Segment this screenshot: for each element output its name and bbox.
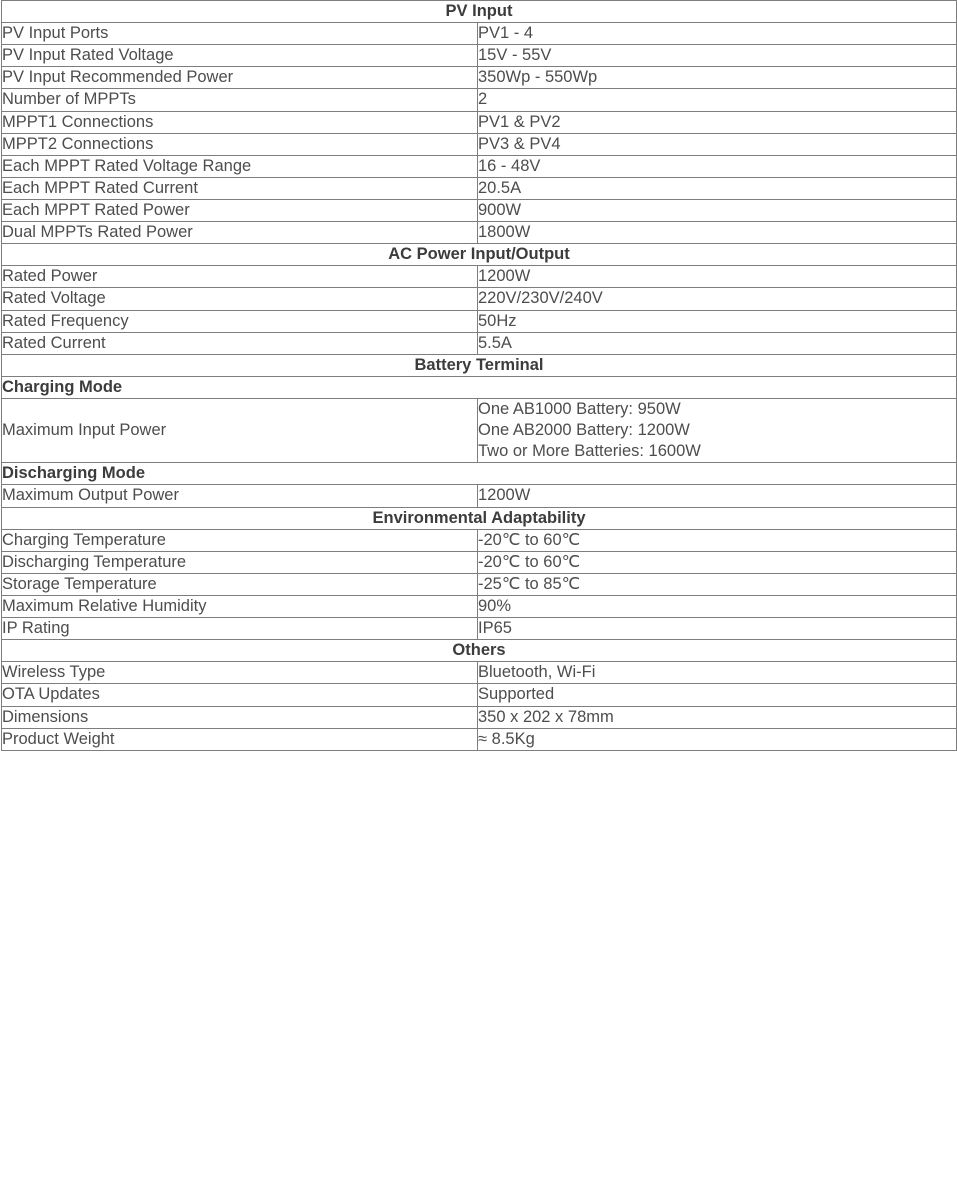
spec-label: Rated Frequency <box>2 310 478 332</box>
spec-value: IP65 <box>478 618 957 640</box>
spec-value: 20.5A <box>478 177 957 199</box>
table-row <box>2 111 957 133</box>
spec-label: MPPT2 Connections <box>2 133 478 155</box>
section-header-row <box>2 640 957 662</box>
spec-value: 50Hz <box>478 310 957 332</box>
section-title: PV Input <box>2 1 957 23</box>
spec-label: Maximum Output Power <box>2 485 478 507</box>
table-row <box>2 573 957 595</box>
spec-label: Number of MPPTs <box>2 89 478 111</box>
spec-value <box>478 398 957 462</box>
spec-value: 900W <box>478 199 957 221</box>
spec-value: PV1 - 4 <box>478 23 957 45</box>
table-row <box>2 266 957 288</box>
table-row <box>2 529 957 551</box>
table-row <box>2 595 957 617</box>
table-row <box>2 728 957 750</box>
spec-value: 1200W <box>478 266 957 288</box>
spec-label: MPPT1 Connections <box>2 111 478 133</box>
table-row <box>2 199 957 221</box>
spec-label: Rated Power <box>2 266 478 288</box>
specification-table-body <box>2 1 957 751</box>
section-title: Others <box>2 640 957 662</box>
section-header-row <box>2 507 957 529</box>
specification-table <box>1 0 957 751</box>
section-header-row <box>2 244 957 266</box>
spec-label: Each MPPT Rated Voltage Range <box>2 155 478 177</box>
spec-value: ≈ 8.5Kg <box>478 728 957 750</box>
table-row <box>2 23 957 45</box>
section-header-row <box>2 354 957 376</box>
spec-value: Bluetooth, Wi-Fi <box>478 662 957 684</box>
spec-value: PV3 & PV4 <box>478 133 957 155</box>
spec-value: Supported <box>478 684 957 706</box>
spec-value: -20℃ to 60℃ <box>478 551 957 573</box>
spec-value-line: One AB2000 Battery: 1200W <box>478 421 690 440</box>
table-row <box>2 662 957 684</box>
spec-label: PV Input Rated Voltage <box>2 45 478 67</box>
spec-label: Each MPPT Rated Power <box>2 199 478 221</box>
spec-value: 16 - 48V <box>478 155 957 177</box>
spec-label: Wireless Type <box>2 662 478 684</box>
subsection-title: Charging Mode <box>2 376 957 398</box>
table-row <box>2 310 957 332</box>
table-row <box>2 67 957 89</box>
spec-value: PV1 & PV2 <box>478 111 957 133</box>
spec-label: Maximum Relative Humidity <box>2 595 478 617</box>
spec-label: Each MPPT Rated Current <box>2 177 478 199</box>
table-row <box>2 706 957 728</box>
spec-label: OTA Updates <box>2 684 478 706</box>
spec-value: 5.5A <box>478 332 957 354</box>
spec-label: IP Rating <box>2 618 478 640</box>
spec-value: 90% <box>478 595 957 617</box>
table-row <box>2 618 957 640</box>
table-row <box>2 551 957 573</box>
table-row <box>2 133 957 155</box>
spec-label: Dimensions <box>2 706 478 728</box>
table-row <box>2 177 957 199</box>
spec-value: 220V/230V/240V <box>478 288 957 310</box>
spec-label: Charging Temperature <box>2 529 478 551</box>
spec-value-line: Two or More Batteries: 1600W <box>478 442 701 461</box>
table-row <box>2 398 957 462</box>
table-row <box>2 684 957 706</box>
spec-value: 15V - 55V <box>478 45 957 67</box>
table-row <box>2 485 957 507</box>
spec-label: PV Input Recommended Power <box>2 67 478 89</box>
table-row <box>2 222 957 244</box>
table-row <box>2 89 957 111</box>
spec-value-line: One AB1000 Battery: 950W <box>478 399 681 418</box>
spec-label: Rated Voltage <box>2 288 478 310</box>
table-row <box>2 288 957 310</box>
spec-value: 1800W <box>478 222 957 244</box>
spec-label: PV Input Ports <box>2 23 478 45</box>
spec-value: 1200W <box>478 485 957 507</box>
section-title: Environmental Adaptability <box>2 507 957 529</box>
spec-label: Product Weight <box>2 728 478 750</box>
section-title: Battery Terminal <box>2 354 957 376</box>
spec-label: Rated Current <box>2 332 478 354</box>
subsection-heading-row <box>2 376 957 398</box>
table-row <box>2 45 957 67</box>
subsection-heading-row <box>2 463 957 485</box>
spec-value: 350Wp - 550Wp <box>478 67 957 89</box>
subsection-title: Discharging Mode <box>2 463 957 485</box>
section-title: AC Power Input/Output <box>2 244 957 266</box>
table-row <box>2 155 957 177</box>
spec-value: 350 x 202 x 78mm <box>478 706 957 728</box>
spec-label: Storage Temperature <box>2 573 478 595</box>
spec-label: Discharging Temperature <box>2 551 478 573</box>
spec-label: Dual MPPTs Rated Power <box>2 222 478 244</box>
section-header-row <box>2 1 957 23</box>
spec-value: -20℃ to 60℃ <box>478 529 957 551</box>
spec-value: 2 <box>478 89 957 111</box>
spec-label: Maximum Input Power <box>2 398 478 462</box>
table-row <box>2 332 957 354</box>
spec-value: -25℃ to 85℃ <box>478 573 957 595</box>
